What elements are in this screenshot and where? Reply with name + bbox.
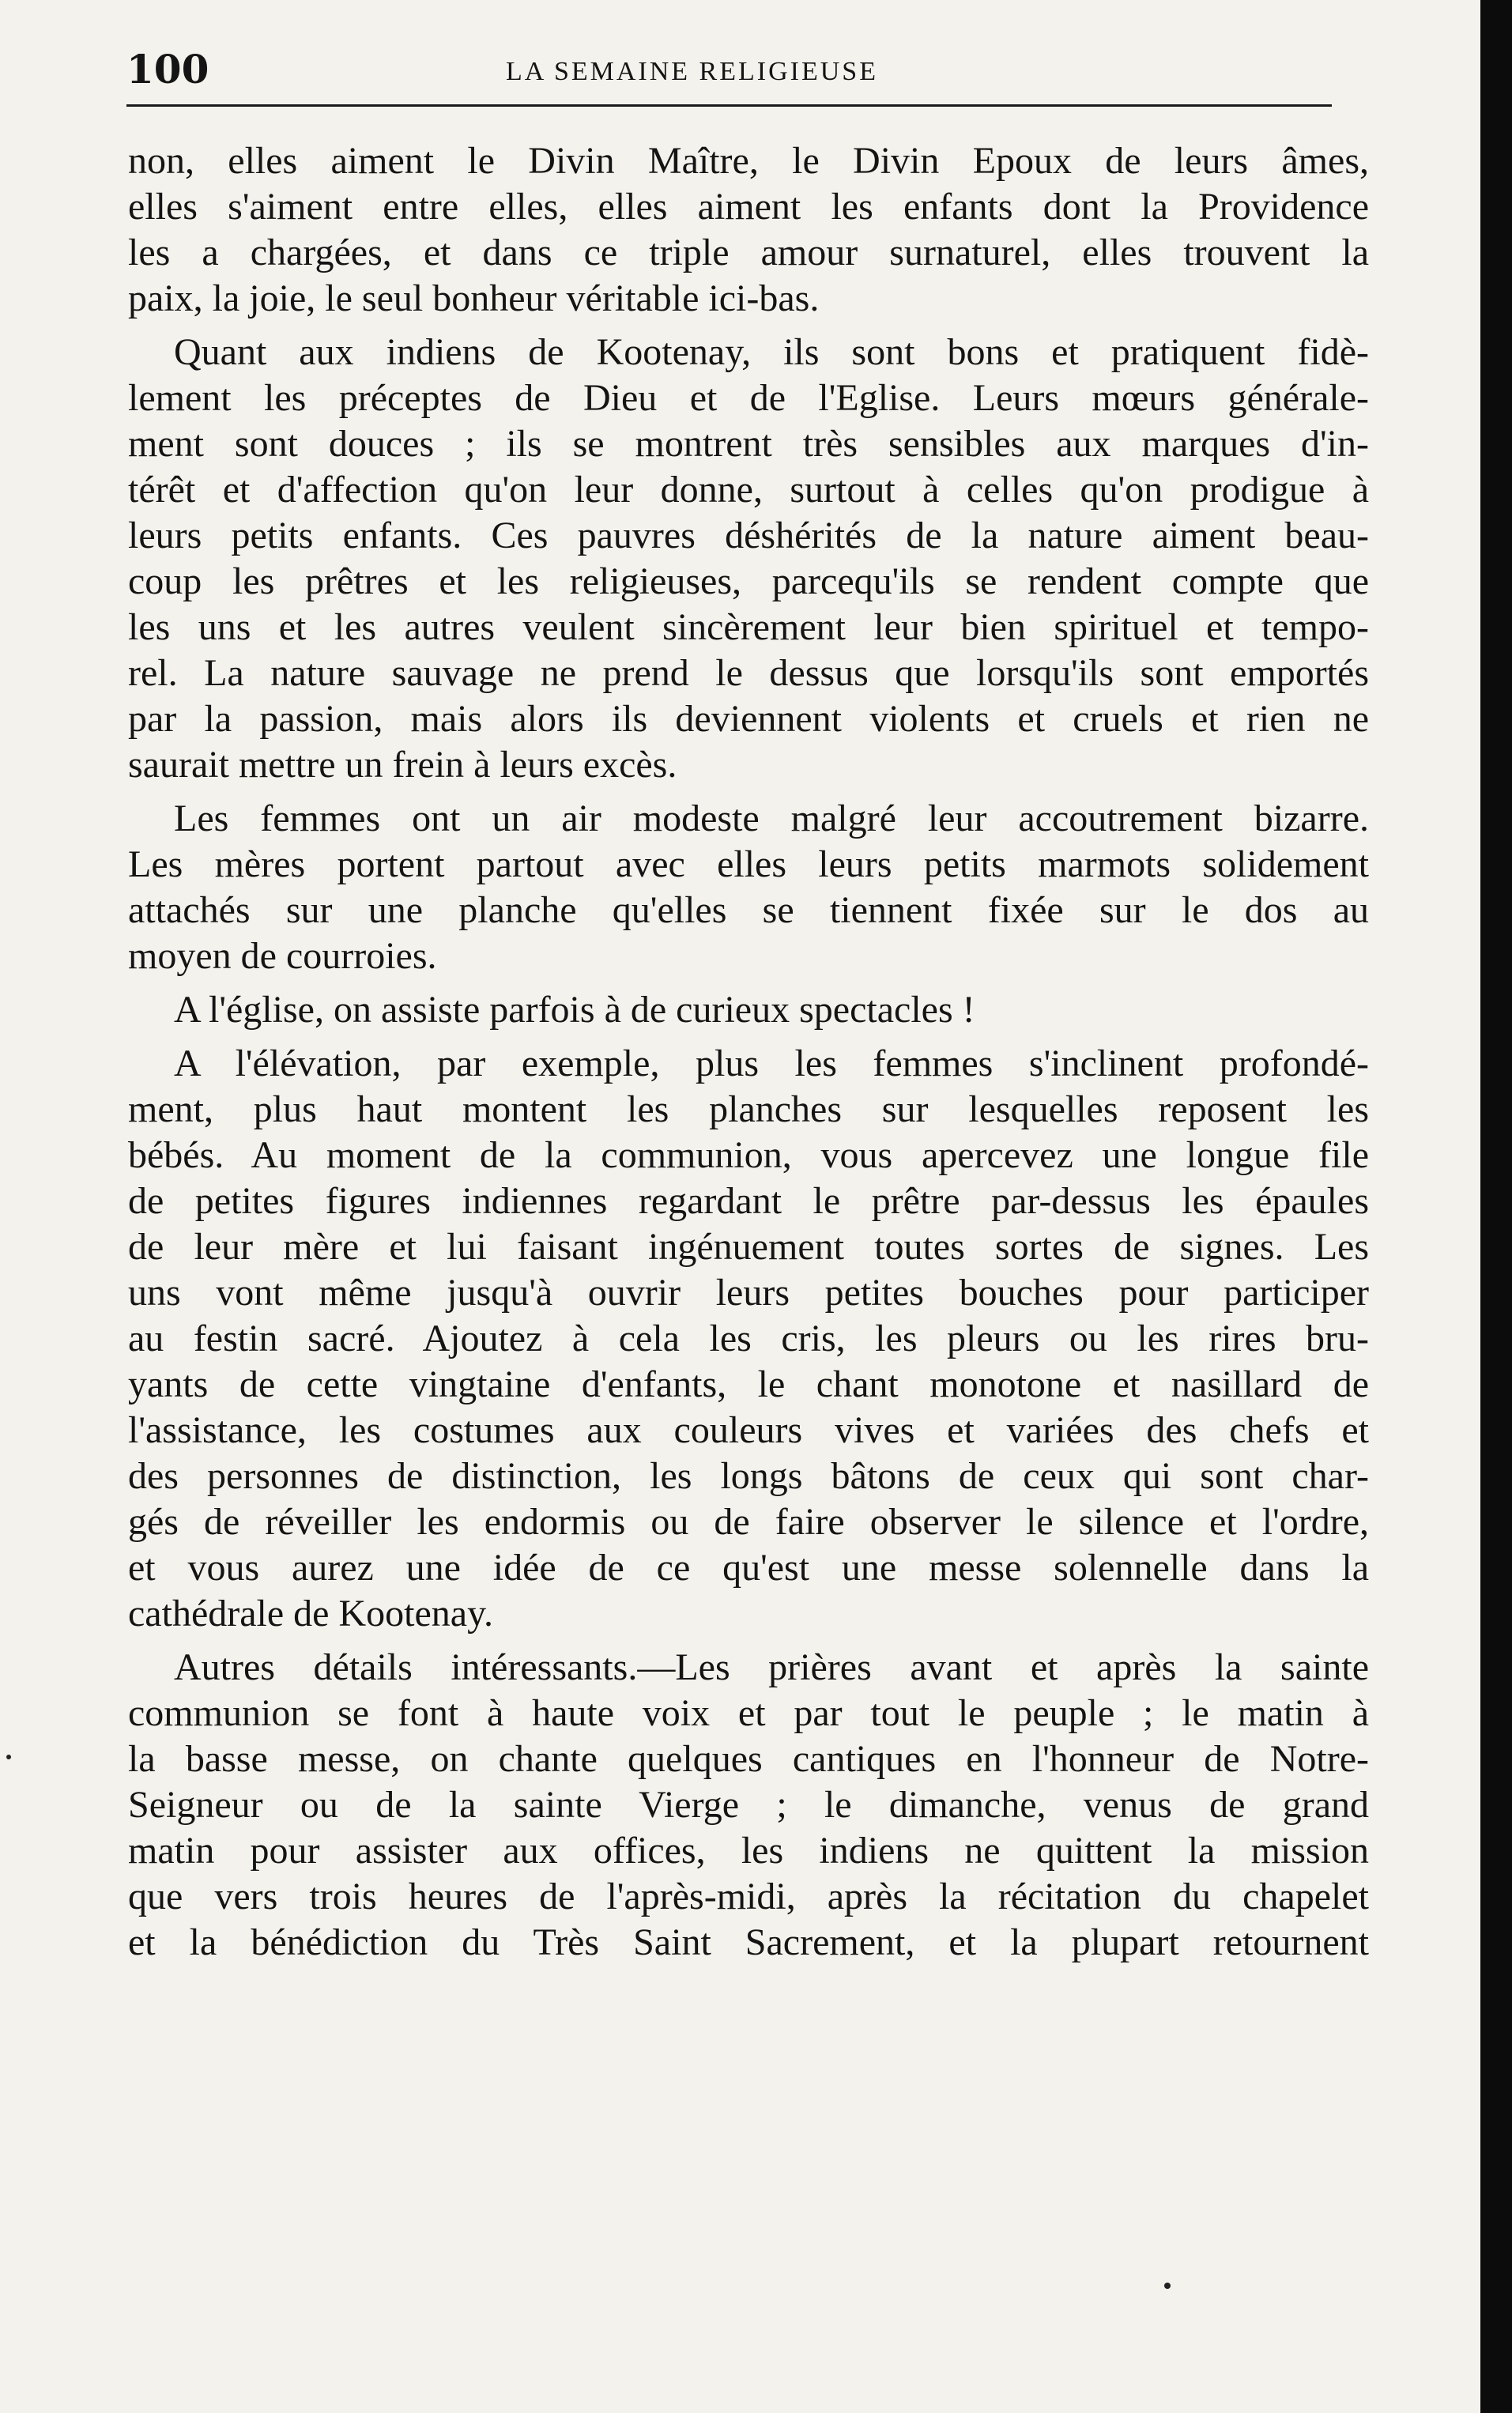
paragraph-gap bbox=[128, 1033, 1369, 1041]
text-line: les uns et les autres veulent sincèrement leur bien spirituel et tempo- bbox=[128, 606, 1369, 648]
paragraph bbox=[128, 330, 1369, 788]
text-line: leurs petits enfants. Ces pauvres déshérités de la nature aiment beau- bbox=[128, 515, 1369, 556]
text-line: et la bénédiction du Très Saint Sacrement, et la plupart retournent bbox=[128, 1921, 1369, 1963]
text-line: coup les prêtres et les religieuses, parcequ'ils se rendent compte que bbox=[128, 560, 1369, 602]
scan-edge-shadow bbox=[1480, 0, 1512, 2413]
header-rule bbox=[126, 104, 1332, 107]
text-line: l'assistance, les costumes aux couleurs vives et variées des chefs et bbox=[128, 1409, 1369, 1451]
text-line: les a chargées, et dans ce triple amour surnaturel, elles trouvent la bbox=[128, 232, 1369, 273]
text-line: attachés sur une planche qu'elles se tiennent fixée sur le dos au bbox=[128, 889, 1369, 931]
body-text bbox=[128, 138, 1369, 1966]
text-line: elles s'aiment entre elles, elles aiment les enfants dont la Providence bbox=[128, 186, 1369, 228]
paragraph-gap bbox=[128, 1637, 1369, 1645]
page-number: 100 bbox=[126, 46, 209, 92]
paragraph-gap bbox=[128, 979, 1369, 987]
text-line: au festin sacré. Ajoutez à cela les cris, les pleurs ou les rires bru- bbox=[128, 1318, 1369, 1359]
paragraph-gap bbox=[128, 322, 1369, 330]
text-line: cathédrale de Kootenay. bbox=[128, 1593, 493, 1634]
text-line: uns vont même jusqu'à ouvrir leurs petites bouches pour participer bbox=[128, 1272, 1369, 1314]
text-line: que vers trois heures de l'après-midi, après la récitation du chapelet bbox=[128, 1876, 1369, 1917]
text-line: de petites figures indiennes regardant le prêtre par-dessus les épaules bbox=[128, 1180, 1369, 1222]
running-title: LA SEMAINE RELIGIEUSE bbox=[506, 57, 878, 86]
text-line: ment, plus haut montent les planches sur lesquelles reposent les bbox=[128, 1088, 1369, 1130]
text-line: bébés. Au moment de la communion, vous apercevez une longue file bbox=[128, 1134, 1369, 1176]
text-line: paix, la joie, le seul bonheur véritable ici-bas. bbox=[128, 277, 820, 319]
text-line: la basse messe, on chante quelques cantiques en l'honneur de Notre- bbox=[128, 1738, 1369, 1780]
text-line: A l'église, on assiste parfois à de curieux spectacles ! bbox=[174, 989, 975, 1031]
paragraph-gap bbox=[128, 788, 1369, 796]
paragraph bbox=[128, 1645, 1369, 1966]
text-line: Quant aux indiens de Kootenay, ils sont bons et pratiquent fidè- bbox=[174, 331, 1369, 373]
text-line: ment sont douces ; ils se montrent très sensibles aux marques d'in- bbox=[128, 423, 1369, 465]
scan-speck bbox=[6, 1755, 11, 1759]
text-line: de leur mère et lui faisant ingénuement toutes sortes de signes. Les bbox=[128, 1226, 1369, 1268]
page-header bbox=[126, 46, 1328, 109]
text-line: A l'élévation, par exemple, plus les femmes s'inclinent profondé- bbox=[174, 1042, 1369, 1084]
text-line: des personnes de distinction, les longs bâtons de ceux qui sont char- bbox=[128, 1455, 1369, 1497]
text-line: non, elles aiment le Divin Maître, le Divin Epoux de leurs âmes, bbox=[128, 140, 1369, 182]
paragraph bbox=[128, 138, 1369, 322]
text-line: matin pour assister aux offices, les indiens ne quittent la mission bbox=[128, 1830, 1369, 1872]
paragraph bbox=[128, 796, 1369, 979]
text-line: par la passion, mais alors ils deviennent violents et cruels et rien ne bbox=[128, 698, 1369, 740]
paragraph bbox=[128, 987, 1369, 1033]
text-line: Seigneur ou de la sainte Vierge ; le dimanche, venus de grand bbox=[128, 1784, 1369, 1826]
text-line: térêt et d'affection qu'on leur donne, surtout à celles qu'on prodigue à bbox=[128, 469, 1369, 511]
text-line: communion se font à haute voix et par tout le peuple ; le matin à bbox=[128, 1692, 1369, 1734]
text-line: Les femmes ont un air modeste malgré leur accoutrement bizarre. bbox=[174, 797, 1369, 839]
text-line: moyen de courroies. bbox=[128, 935, 437, 977]
text-line: rel. La nature sauvage ne prend le dessus que lorsqu'ils sont emportés bbox=[128, 652, 1369, 694]
text-line: yants de cette vingtaine d'enfants, le chant monotone et nasillard de bbox=[128, 1363, 1369, 1405]
text-line: Autres détails intéressants.—Les prières avant et après la sainte bbox=[174, 1646, 1369, 1688]
text-line: et vous aurez une idée de ce qu'est une messe solennelle dans la bbox=[128, 1547, 1369, 1589]
text-line: Les mères portent partout avec elles leurs petits marmots solidement bbox=[128, 843, 1369, 885]
paragraph bbox=[128, 1041, 1369, 1637]
scan-speck bbox=[1164, 2283, 1171, 2289]
text-line: lement les préceptes de Dieu et de l'Eglise. Leurs mœurs générale- bbox=[128, 377, 1369, 419]
text-line: gés de réveiller les endormis ou de faire observer le silence et l'ordre, bbox=[128, 1501, 1369, 1543]
text-line: saurait mettre un frein à leurs excès. bbox=[128, 744, 677, 786]
